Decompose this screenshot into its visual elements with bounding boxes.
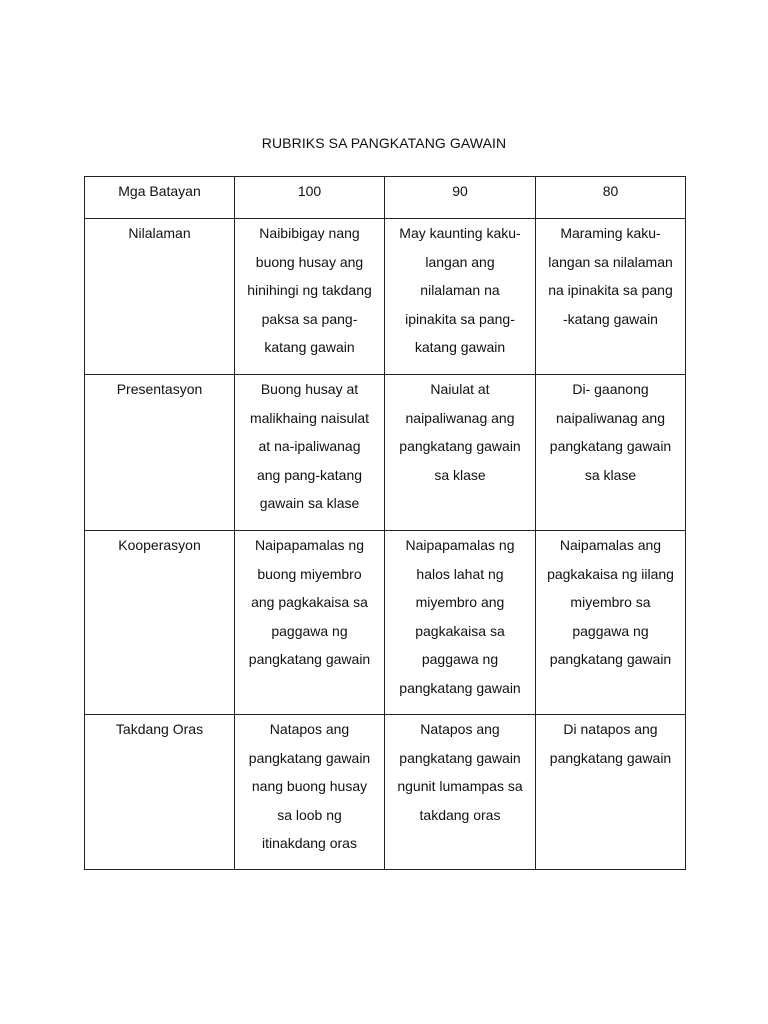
- rubric-cell: Naipamalas ang pagkakaisa ng iilang miyembro sa paggawa ng pangkatang gawain: [536, 531, 686, 715]
- rubric-cell: Naibibigay nang buong husay ang hinihingi ng takdang paksa sa pang- katang gawain: [235, 219, 385, 375]
- rubric-cell: Natapos ang pangkatang gawain ngunit lumampas sa takdang oras: [385, 715, 536, 870]
- rubric-cell: Naipapamalas ng halos lahat ng miyembro ang pagkakaisa sa paggawa ng pangkatang gawain: [385, 531, 536, 715]
- table-row: [85, 715, 686, 870]
- header-cell-score-80: 80: [536, 177, 686, 219]
- criterion-cell: Presentasyon: [85, 375, 235, 531]
- header-cell-criteria: Mga Batayan: [85, 177, 235, 219]
- rubric-cell: Di natapos ang pangkatang gawain: [536, 715, 686, 870]
- rubric-cell: May kaunting kaku- langan ang nilalaman na ipinakita sa pang- katang gawain: [385, 219, 536, 375]
- rubric-cell: Di- gaanong naipaliwanag ang pangkatang gawain sa klase: [536, 375, 686, 531]
- criterion-cell: Kooperasyon: [85, 531, 235, 715]
- table-row: [85, 219, 686, 375]
- rubric-cell: Naiulat at naipaliwanag ang pangkatang gawain sa klase: [385, 375, 536, 531]
- rubric-cell: Buong husay at malikhaing naisulat at na-ipaliwanag ang pang-katang gawain sa klase: [235, 375, 385, 531]
- header-cell-score-90: 90: [385, 177, 536, 219]
- document-title: RUBRIKS SA PANGKATANG GAWAIN: [261, 135, 507, 151]
- table-header-row: [85, 177, 686, 219]
- rubric-cell: Natapos ang pangkatang gawain nang buong husay sa loob ng itinakdang oras: [235, 715, 385, 870]
- table-row: [85, 375, 686, 531]
- table-row: [85, 531, 686, 715]
- rubric-cell: Naipapamalas ng buong miyembro ang pagkakaisa sa paggawa ng pangkatang gawain: [235, 531, 385, 715]
- rubric-table: [84, 176, 686, 870]
- criterion-cell: Takdang Oras: [85, 715, 235, 870]
- criterion-cell: Nilalaman: [85, 219, 235, 375]
- rubric-cell: Maraming kaku- langan sa nilalaman na ipinakita sa pang -katang gawain: [536, 219, 686, 375]
- header-cell-score-100: 100: [235, 177, 385, 219]
